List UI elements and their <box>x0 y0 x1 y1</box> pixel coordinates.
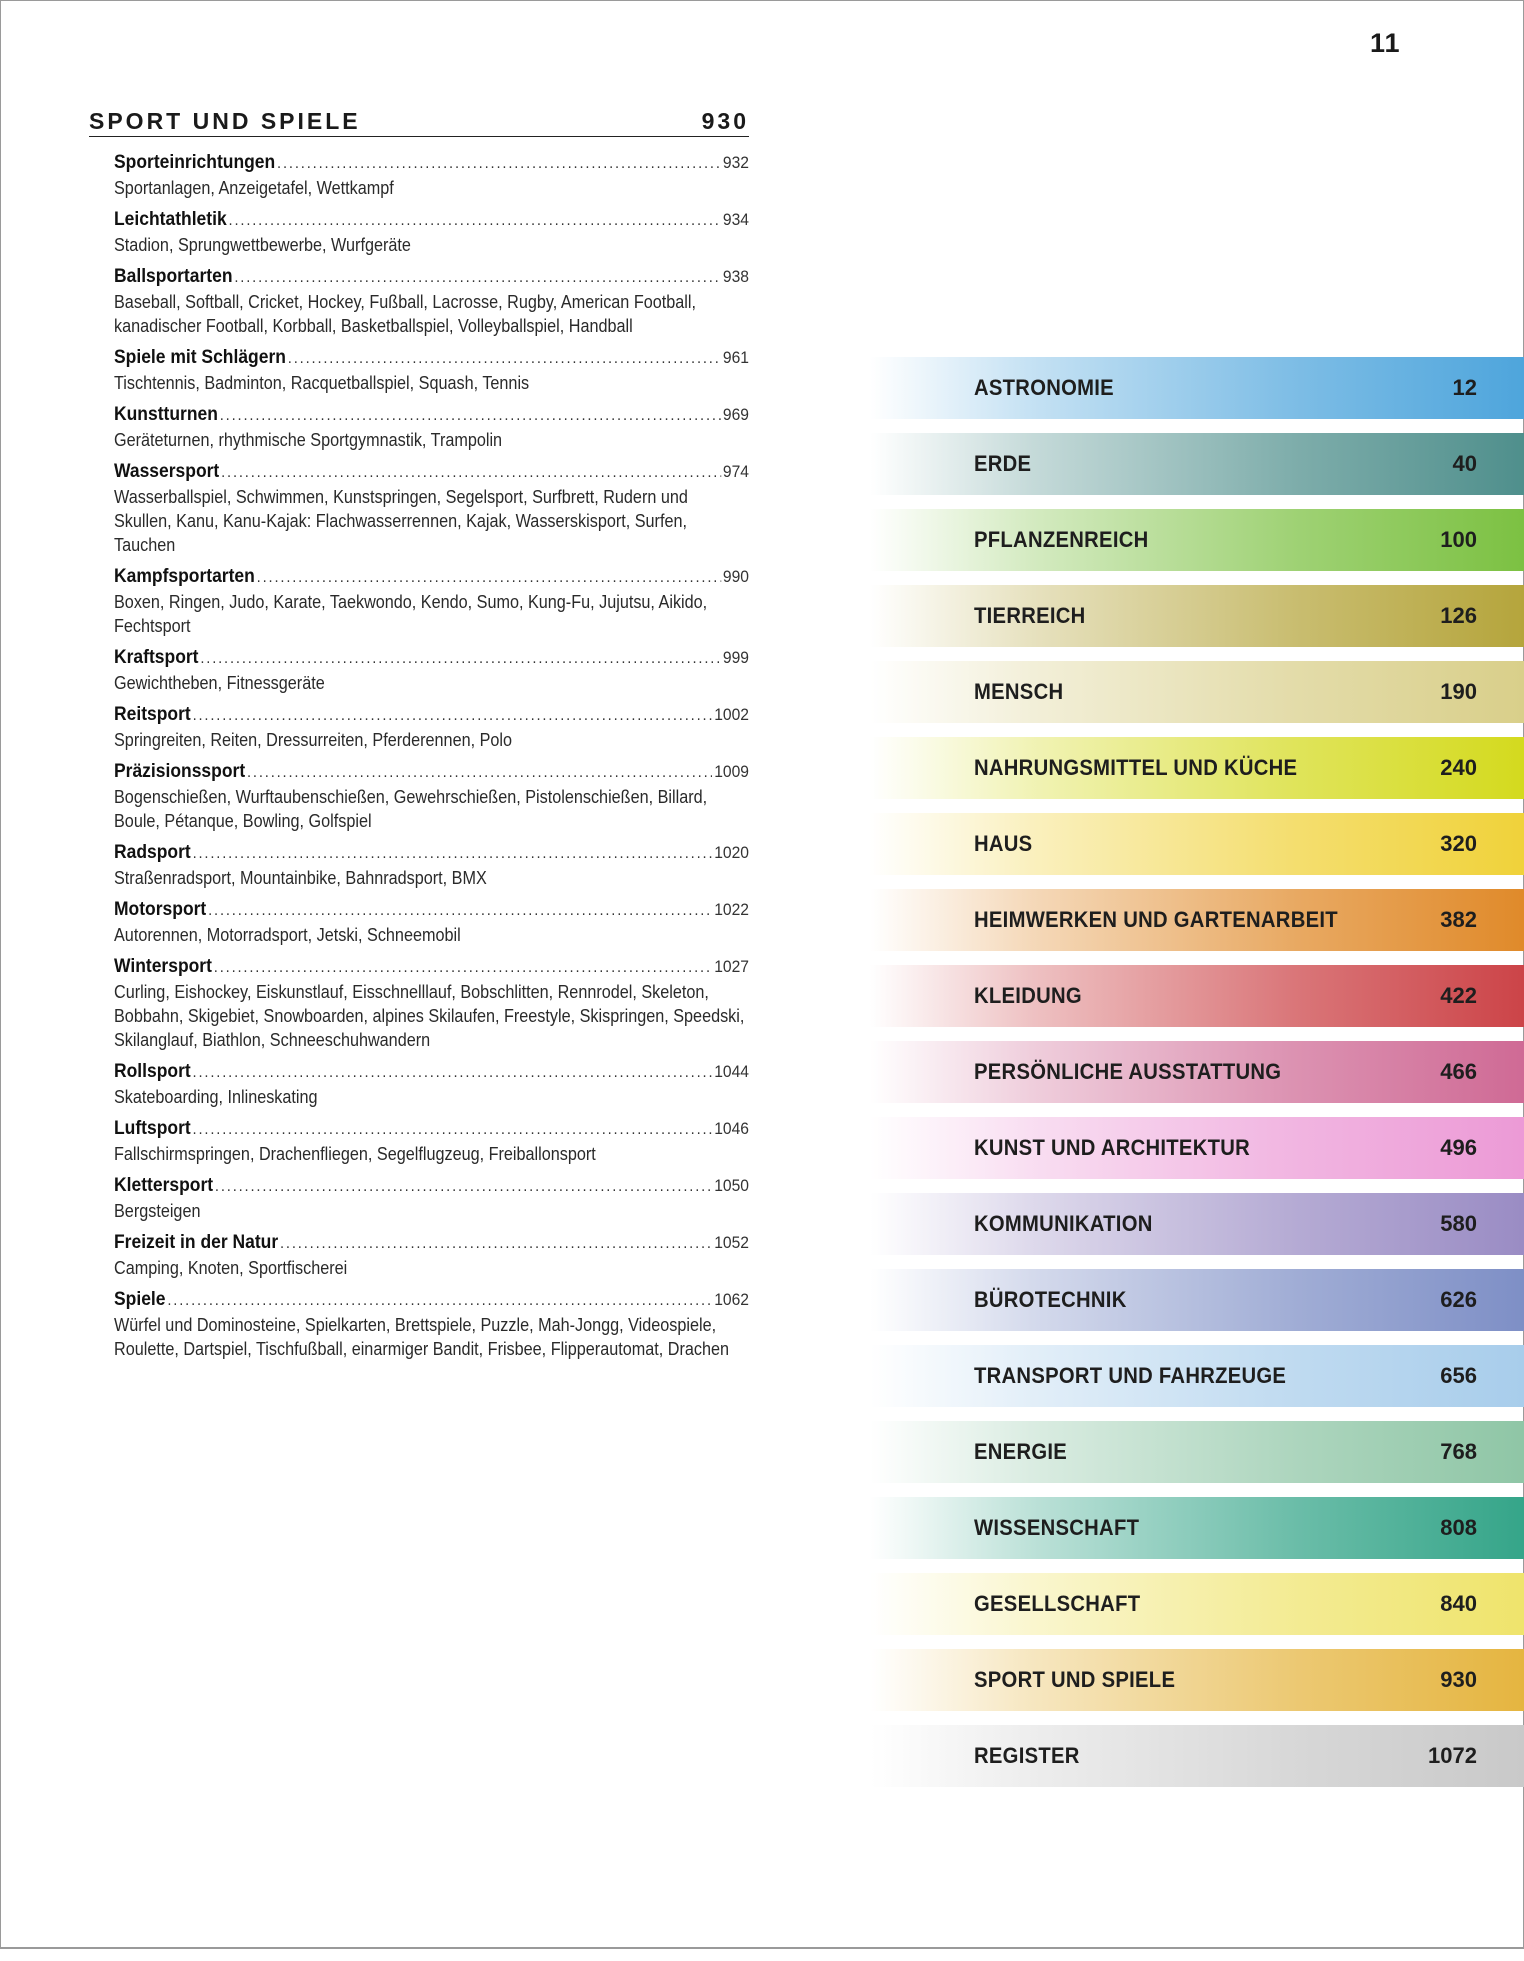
toc-entry-description: Bergsteigen <box>114 1201 201 1221</box>
chapter-tab[interactable] <box>870 965 1524 1027</box>
toc-entry-line <box>114 151 749 176</box>
toc-entry-description: Skateboarding, Inlineskating <box>114 1087 318 1107</box>
leader-dots <box>193 704 713 728</box>
toc-entry-description: Fallschirmspringen, Drachenfliegen, Segelflugzeug, Freiballonsport <box>114 1144 596 1164</box>
toc-entry-description: Gewichtheben, Fitnessgeräte <box>114 673 325 693</box>
toc-entry-line <box>114 646 749 671</box>
leader-dots <box>229 209 722 233</box>
toc-entry-description: Tischtennis, Badminton, Racquetballspiel, Squash, Tennis <box>114 373 530 393</box>
chapter-tab[interactable] <box>870 813 1524 875</box>
chapter-tab[interactable] <box>870 509 1524 571</box>
toc-entry-page: 999 <box>722 648 750 667</box>
chapter-tab-label: WISSENSCHAFT <box>974 1515 1140 1540</box>
toc-entry-line <box>114 1060 749 1085</box>
chapter-tab[interactable] <box>870 889 1524 951</box>
chapter-tab-page: 190 <box>1440 679 1477 704</box>
chapter-tab-page: 382 <box>1440 907 1477 932</box>
chapter-tab-page: 422 <box>1440 983 1477 1008</box>
chapter-tab[interactable] <box>870 1649 1524 1711</box>
chapter-tab-page: 580 <box>1440 1211 1477 1236</box>
chapter-tab[interactable] <box>870 1193 1524 1255</box>
chapter-tab-page: 12 <box>1452 375 1477 400</box>
chapter-tab[interactable] <box>870 661 1524 723</box>
toc-entry[interactable] <box>114 898 749 947</box>
toc-entry-description: Autorennen, Motorradsport, Jetski, Schneemobil <box>114 925 461 945</box>
chapter-tab-label: HAUS <box>974 831 1033 856</box>
entry-list <box>114 151 749 1361</box>
toc-entry-title: Kunstturnen <box>114 404 218 425</box>
toc-entry-title: Wintersport <box>114 956 212 977</box>
toc-entry-page: 1009 <box>714 762 750 781</box>
leader-dots <box>200 647 721 671</box>
chapter-tab-page: 656 <box>1440 1363 1477 1388</box>
toc-entry-line <box>114 403 749 428</box>
chapter-tab[interactable] <box>870 1421 1524 1483</box>
leader-dots <box>257 566 721 590</box>
toc-entry-page: 932 <box>722 153 750 172</box>
chapter-tab-page: 808 <box>1440 1515 1477 1540</box>
toc-entry-page: 934 <box>722 210 750 229</box>
toc-entry-title: Motorsport <box>114 899 207 920</box>
chapter-tab-page: 240 <box>1440 755 1477 780</box>
toc-entry-title: Klettersport <box>114 1175 214 1196</box>
toc-entry-page: 1050 <box>714 1176 750 1195</box>
toc-entry-page: 1062 <box>714 1290 750 1309</box>
toc-entry-line <box>114 955 749 980</box>
chapter-tab-label: ENERGIE <box>974 1439 1068 1464</box>
toc-entry-line <box>114 265 749 290</box>
chapter-tab-label: PFLANZENREICH <box>974 527 1149 552</box>
chapter-tab-page: 840 <box>1440 1591 1477 1616</box>
toc-entry-page: 1044 <box>714 1062 750 1081</box>
toc-entry-page: 938 <box>722 267 750 286</box>
chapter-tab-label: REGISTER <box>974 1743 1080 1768</box>
chapter-tab[interactable] <box>870 585 1524 647</box>
section-sport-und-spiele <box>89 108 749 1369</box>
chapter-tab[interactable] <box>870 1269 1524 1331</box>
toc-entry-description: Boxen, Ringen, Judo, Karate, Taekwondo, Kendo, Sumo, Kung-Fu, Jujutsu, Aikido, Fechtsport <box>114 592 708 636</box>
chapter-tab[interactable] <box>870 737 1524 799</box>
chapter-tab-page: 1072 <box>1428 1743 1477 1768</box>
toc-entry-description: Straßenradsport, Mountainbike, Bahnradsport, BMX <box>114 868 487 888</box>
toc-entry[interactable] <box>114 841 749 890</box>
toc-entry-page: 1046 <box>714 1119 750 1138</box>
chapter-tab[interactable] <box>870 1497 1524 1559</box>
toc-entry-description: Wasserballspiel, Schwimmen, Kunstspringen, Segelsport, Surfbrett, Rudern und Skullen, Kanu, Kanu-Kajak: Flachwasserrennen, Kajak, Wasserskisport, Surfen, Tauchen <box>114 487 688 555</box>
chapter-tab[interactable] <box>870 1345 1524 1407</box>
chapter-tab[interactable] <box>870 1117 1524 1179</box>
toc-entry-line <box>114 760 749 785</box>
toc-entry[interactable] <box>114 1174 749 1223</box>
leader-dots <box>167 1289 712 1313</box>
leader-dots <box>215 1175 712 1199</box>
toc-entry[interactable] <box>114 565 749 638</box>
toc-entry-title: Wassersport <box>114 461 220 482</box>
chapter-tab-label: NAHRUNGSMITTEL UND KÜCHE <box>974 755 1298 780</box>
leader-dots <box>234 266 721 290</box>
toc-entry-line <box>114 208 749 233</box>
toc-entry-title: Ballsportarten <box>114 266 233 287</box>
leader-dots <box>193 842 713 866</box>
chapter-tab-page: 40 <box>1452 451 1477 476</box>
chapter-tab-label: MENSCH <box>974 679 1064 704</box>
chapter-tab[interactable] <box>870 1573 1524 1635</box>
toc-entry[interactable] <box>114 208 749 257</box>
section-title: SPORT UND SPIELE <box>89 108 361 134</box>
chapter-tab-page: 768 <box>1440 1439 1477 1464</box>
toc-entry-page: 990 <box>722 567 750 586</box>
toc-entry-description: Geräteturnen, rhythmische Sportgymnastik, Trampolin <box>114 430 503 450</box>
toc-entry-title: Reitsport <box>114 704 191 725</box>
chapter-tab-page: 466 <box>1440 1059 1477 1084</box>
toc-entry-page: 974 <box>722 462 750 481</box>
toc-entry[interactable] <box>114 1060 749 1109</box>
toc-entry-title: Luftsport <box>114 1118 191 1139</box>
toc-entry-line <box>114 898 749 923</box>
toc-entry[interactable] <box>114 346 749 395</box>
chapter-tab-label: TRANSPORT UND FAHRZEUGE <box>974 1363 1287 1388</box>
section-page: 930 <box>701 108 749 134</box>
chapter-tab[interactable] <box>870 1725 1524 1787</box>
toc-entry-title: Kraftsport <box>114 647 199 668</box>
toc-entry-line <box>114 1117 749 1142</box>
leader-dots <box>193 1061 713 1085</box>
toc-entry-title: Leichtathletik <box>114 209 227 230</box>
chapter-tab-page: 100 <box>1440 527 1477 552</box>
toc-entry[interactable] <box>114 703 749 752</box>
toc-entry-line <box>114 1288 749 1313</box>
chapter-tabs <box>870 357 1524 1801</box>
page-number: 11 <box>1370 28 1401 58</box>
toc-entry-title: Radsport <box>114 842 191 863</box>
toc-entry-page: 1027 <box>714 957 750 976</box>
toc-entry[interactable] <box>114 955 749 1052</box>
leader-dots <box>277 152 721 176</box>
toc-entry-title: Rollsport <box>114 1061 191 1082</box>
leader-dots <box>280 1232 712 1256</box>
leader-dots <box>220 404 721 428</box>
toc-entry-line <box>114 460 749 485</box>
chapter-tab[interactable] <box>870 357 1524 419</box>
leader-dots <box>208 899 712 923</box>
leader-dots <box>247 761 712 785</box>
toc-entry-title: Spiele mit Schlägern <box>114 347 286 368</box>
chapter-tab-label: ERDE <box>974 451 1032 476</box>
toc-entry-line <box>114 1174 749 1199</box>
toc-entry-line <box>114 565 749 590</box>
toc-entry-line <box>114 1231 749 1256</box>
chapter-tab-page: 626 <box>1440 1287 1477 1312</box>
toc-entry-description: Stadion, Sprungwettbewerbe, Wurfgeräte <box>114 235 411 255</box>
chapter-tab-page: 496 <box>1440 1135 1477 1160</box>
toc-entry-line <box>114 841 749 866</box>
toc-entry[interactable] <box>114 1288 749 1361</box>
toc-entry-description: Curling, Eishockey, Eiskunstlauf, Eisschnelllauf, Bobschlitten, Rennrodel, Skeleton, Bobbahn, Skigebiet, Snowboarden, alpines Skilaufen, Freestyle, Skispringen, Speedski, Skilanglauf, Biathlon, Schneeschuhwandern <box>114 982 745 1050</box>
toc-entry-description: Camping, Knoten, Sportfischerei <box>114 1258 348 1278</box>
toc-entry-description: Sportanlagen, Anzeigetafel, Wettkampf <box>114 178 394 198</box>
toc-entry[interactable] <box>114 151 749 200</box>
toc-entry-title: Spiele <box>114 1289 166 1310</box>
chapter-tab-label: ASTRONOMIE <box>974 375 1114 400</box>
toc-entry-title: Kampfsportarten <box>114 566 255 587</box>
chapter-tab[interactable] <box>870 1041 1524 1103</box>
chapter-tab-page: 126 <box>1440 603 1477 628</box>
chapter-tab-label: GESELLSCHAFT <box>974 1591 1141 1616</box>
chapter-tab-page: 320 <box>1440 831 1477 856</box>
toc-entry[interactable] <box>114 265 749 338</box>
chapter-tab-label: KLEIDUNG <box>974 983 1082 1008</box>
chapter-tab[interactable] <box>870 433 1524 495</box>
toc-entry-description: Springreiten, Reiten, Dressurreiten, Pferderennen, Polo <box>114 730 513 750</box>
toc-entry-page: 1002 <box>714 705 750 724</box>
toc-entry-page: 1020 <box>714 843 750 862</box>
leader-dots <box>214 956 713 980</box>
toc-entry[interactable] <box>114 760 749 833</box>
chapter-tab-label: BÜROTECHNIK <box>974 1287 1127 1312</box>
chapter-tab-label: HEIMWERKEN UND GARTENARBEIT <box>974 907 1338 932</box>
section-header <box>89 108 749 137</box>
toc-entry-title: Präzisionssport <box>114 761 246 782</box>
toc-entry-page: 1052 <box>714 1233 750 1252</box>
leader-dots <box>221 461 721 485</box>
toc-entry-page: 961 <box>722 348 750 367</box>
toc-entry-line <box>114 346 749 371</box>
chapter-tab-page: 930 <box>1440 1667 1477 1692</box>
toc-entry[interactable] <box>114 646 749 695</box>
toc-entry-description: Baseball, Softball, Cricket, Hockey, Fußball, Lacrosse, Rugby, American Football, kanadischer Football, Korbball, Basketballspiel, Volleyballspiel, Handball <box>114 292 696 336</box>
toc-entry-description: Würfel und Dominosteine, Spielkarten, Brettspiele, Puzzle, Mah-Jongg, Videospiele, Roulette, Dartspiel, Tischfußball, einarmiger Bandit, Frisbee, Flipperautomat, Drachen <box>114 1315 729 1359</box>
toc-entry[interactable] <box>114 1231 749 1280</box>
toc-entry[interactable] <box>114 403 749 452</box>
chapter-tab-label: SPORT UND SPIELE <box>974 1667 1176 1692</box>
chapter-tab-label: TIERREICH <box>974 603 1086 628</box>
toc-entry-title: Sporteinrichtungen <box>114 152 276 173</box>
toc-entry-page: 969 <box>722 405 750 424</box>
leader-dots <box>193 1118 713 1142</box>
toc-entry[interactable] <box>114 1117 749 1166</box>
chapter-tab-label: KUNST UND ARCHITEKTUR <box>974 1135 1251 1160</box>
toc-entry-description: Bogenschießen, Wurftaubenschießen, Gewehrschießen, Pistolenschießen, Billard, Boule, Pétanque, Bowling, Golfspiel <box>114 787 708 831</box>
toc-entry-page: 1022 <box>714 900 750 919</box>
toc-entry-line <box>114 703 749 728</box>
chapter-tab-label: PERSÖNLICHE AUSSTATTUNG <box>974 1059 1282 1084</box>
leader-dots <box>288 347 721 371</box>
toc-entry[interactable] <box>114 460 749 557</box>
chapter-tab-label: KOMMUNIKATION <box>974 1211 1153 1236</box>
toc-entry-title: Freizeit in der Natur <box>114 1232 279 1253</box>
